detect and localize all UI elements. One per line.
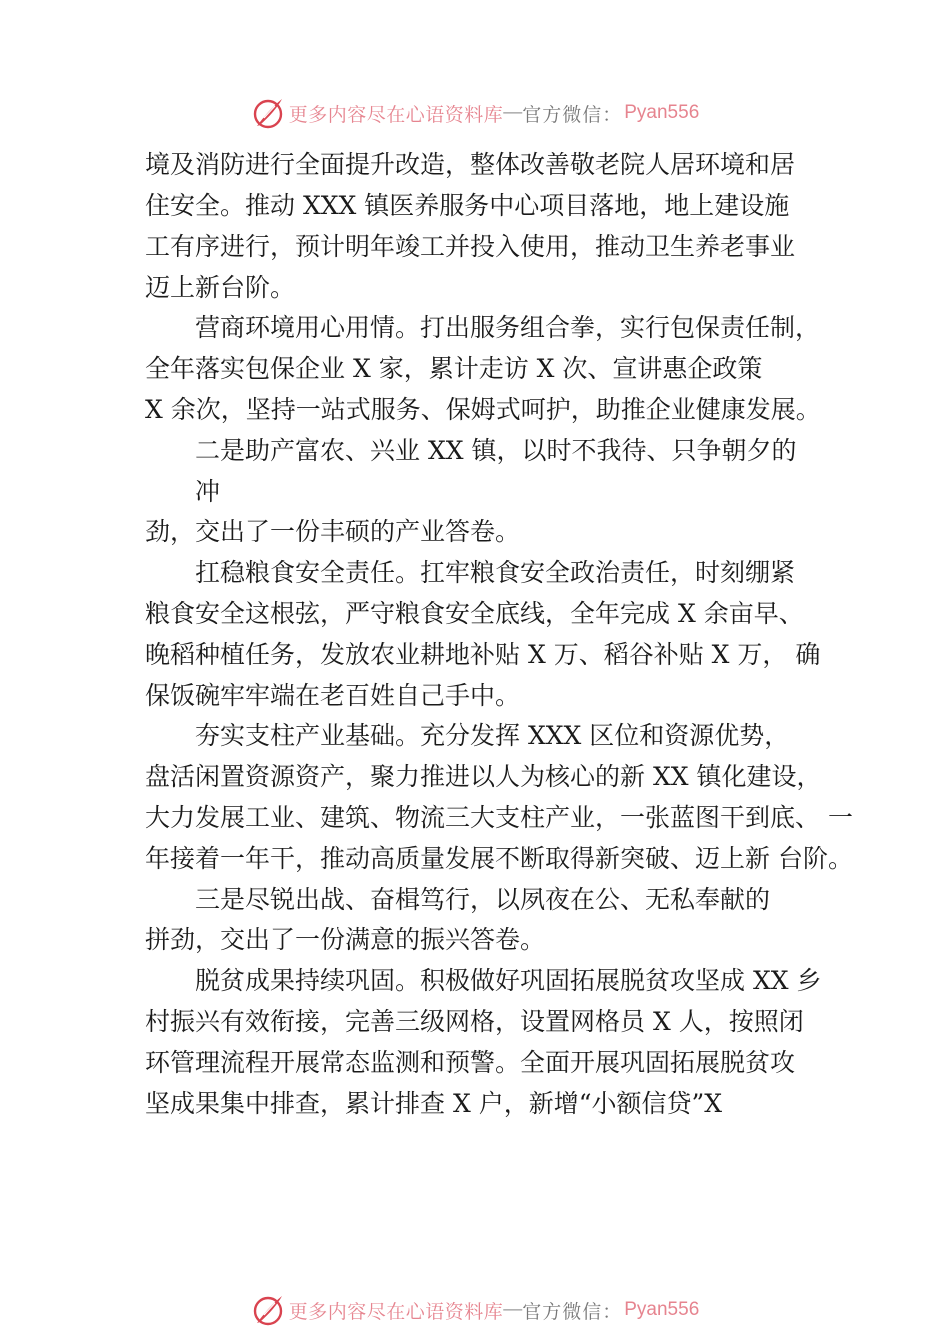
body-line: 三是尽锐出战、奋楫笃行，以夙夜在公、无私奉献的	[195, 885, 771, 914]
body-line: 拼劲，交出了一份满意的振兴答卷。	[145, 925, 546, 954]
feather-pen-logo-icon	[251, 96, 285, 130]
watermark-main-text: 更多内容尽在心语资料库	[288, 1300, 504, 1323]
body-line: X 余次，坚持一站式服务、保姆式呵护，助推企业健康发展。	[145, 395, 821, 424]
body-line: 营商环境用心用情。打出服务组合拳，实行包保责任制，	[195, 313, 821, 342]
watermark-dash: —	[503, 1299, 523, 1320]
body-line: 迈上新台阶。	[145, 273, 296, 302]
watermark-dash: —	[503, 102, 523, 123]
body-line: 盘活闲置资源资产，聚力推进以人为核心的新 XX 镇化建设，	[145, 762, 822, 791]
watermark-main-text: 更多内容尽在心语资料库	[288, 103, 504, 126]
footer-watermark	[0, 1290, 950, 1330]
body-line: 劲，交出了一份丰硕的产业答卷。	[145, 517, 521, 546]
body-line: 扛稳粮食安全责任。扛牢粮食安全政治责任，时刻绷紧	[195, 558, 796, 587]
body-line: 脱贫成果持续巩固。积极做好巩固拓展脱贫攻坚成 XX 乡	[195, 966, 822, 995]
body-line: 晚稻种植任务，发放农业耕地补贴 X 万、稻谷补贴 X 万， 确	[145, 640, 821, 669]
feather-pen-logo-icon	[251, 1293, 285, 1327]
body-line: 粮食安全这根弦，严守粮食安全底线，全年完成 X 余亩早、	[145, 599, 804, 628]
body-line: 环管理流程开展常态监测和预警。全面开展巩固拓展脱贫攻	[145, 1048, 796, 1077]
body-line: 全年落实包保企业 X 家，累计走访 X 次、宣讲惠企政策	[145, 354, 763, 383]
header-watermark	[0, 93, 950, 133]
body-line: 坚成果集中排查，累计排查 X 户，新增“小额信贷”X	[145, 1089, 723, 1118]
body-line: 冲	[195, 477, 221, 506]
body-line: 保饭碗牢牢端在老百姓自己手中。	[145, 681, 521, 710]
body-line: 大力发展工业、建筑、物流三大支柱产业，一张蓝图干到底、 一	[145, 803, 853, 832]
body-line: 工有序进行，预计明年竣工并投入使用，推动卫生养老事业	[145, 232, 796, 261]
watermark-wechat-id: Pyan556	[624, 1299, 700, 1320]
body-line: 住安全。推动 XXX 镇医养服务中心项目落地，地上建设施	[145, 191, 790, 220]
watermark-official-label: 官方微信：	[522, 1300, 623, 1323]
body-line: 夯实支柱产业基础。充分发挥 XXX 区位和资源优势，	[195, 721, 790, 750]
body-line: 村振兴有效衔接，完善三级网格，设置网格员 X 人，按照闭	[145, 1007, 804, 1036]
watermark-official-label: 官方微信：	[522, 103, 623, 126]
body-line: 年接着一年干，推动高质量发展不断取得新突破、迈上新 台阶。	[145, 844, 853, 873]
watermark-wechat-id: Pyan556	[624, 102, 700, 123]
body-line: 二是助产富农、兴业 XX 镇，以时不我待、只争朝夕的	[195, 436, 797, 465]
body-line: 境及消防进行全面提升改造，整体改善敬老院人居环境和居	[145, 150, 796, 179]
